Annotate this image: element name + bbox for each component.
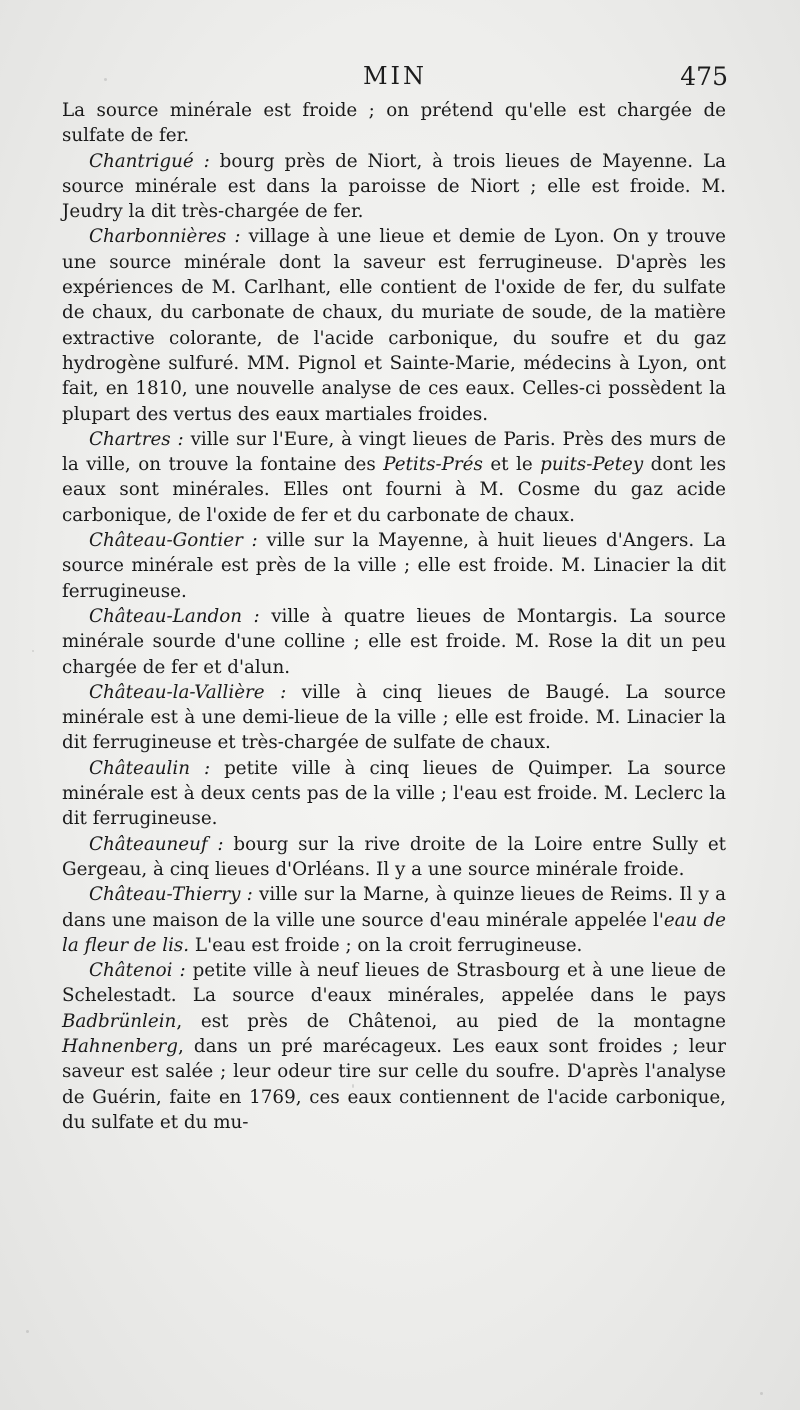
entry-paragraph: [62, 680, 726, 756]
entry-term: Châteaulin :: [89, 757, 211, 779]
paper-speck: [760, 1392, 763, 1395]
paper-speck: [352, 1084, 354, 1088]
entry-paragraph: [62, 149, 726, 225]
entry-paragraph: [62, 832, 726, 883]
entry-text: dont les eaux sont minérales. Elles ont fourni à M. Cosme du gaz acide carbonique, de l'oxide de fer et du carbonate de chaux.: [62, 454, 726, 526]
entry-paragraph: [62, 958, 726, 1135]
italic-text: eau de la fleur de lis.: [62, 909, 726, 956]
entry-text: petite ville à cinq lieues de Quimper. La source minérale est à deux cents pas de la ville ; l'eau est froide. M. Leclerc la dit ferrugineuse.: [62, 757, 726, 830]
paragraph-continued: [62, 98, 726, 149]
entry-term: Château-Thierry :: [89, 884, 253, 906]
entry-text: ville sur la Marne, à quinze lieues de Reims. Il y a dans une maison de la ville une source d'eau minérale appelée l': [62, 884, 727, 931]
entry-paragraph: [62, 604, 726, 680]
entry-text: ville sur la Mayenne, à huit lieues d'Angers. La source minérale est près de la ville ; elle est froide. M. Linacier la dit ferrugineuse.: [62, 530, 726, 602]
entry-term: Charbonnières :: [89, 226, 241, 248]
entry-text: ville sur l'Eure, à vingt lieues de Paris. Près des murs de la ville, on trouve la fontaine des: [62, 428, 726, 476]
page-number: 475: [680, 62, 728, 91]
italic-text: Hahnenberg: [62, 1035, 178, 1057]
entry-text: L'eau est froide ; on la croit ferrugineuse.: [189, 934, 583, 956]
entry-term: Châtenoi :: [89, 960, 186, 982]
entry-term: Chartres :: [89, 428, 184, 450]
entry-text: petite ville à neuf lieues de Strasbourg et à une lieue de Schelestadt. La source d'eaux minérales, appelée dans le pays: [62, 960, 726, 1007]
body-text: [62, 98, 726, 1135]
entry-term: Château-la-Vallière :: [89, 681, 287, 703]
entry-term: Château-Landon :: [89, 605, 260, 627]
entry-term: Châteauneuf :: [89, 833, 224, 855]
entry-term: Chantrigué :: [89, 150, 210, 172]
entry-paragraph: [62, 427, 726, 528]
italic-text: puits-Petey: [540, 454, 644, 476]
entry-text: ville à quatre lieues de Montargis. La source minérale sourde d'une colline ; elle est froide. M. Rose la dit un peu chargée de fer et d'alun.: [62, 605, 726, 678]
entry-paragraph: [62, 882, 726, 958]
entry-text: La source minérale est froide ; on prétend qu'elle est chargée de sulfate de fer.: [62, 100, 726, 147]
paper-speck: [104, 78, 107, 81]
entry-text: et le: [482, 454, 541, 476]
paper-speck: [32, 650, 34, 652]
entry-text: bourg sur la rive droite de la Loire entre Sully et Gergeau, à cinq lieues d'Orléans. Il y a une source minérale froide.: [62, 833, 727, 880]
entry-paragraph: [62, 756, 726, 832]
entry-text: bourg près de Niort, à trois lieues de Mayenne. La source minérale est dans la paroisse de Niort ; elle est froide. M. Jeudry la dit très-chargée de fer.: [62, 150, 726, 223]
entry-paragraph: [62, 224, 726, 426]
italic-text: Badbrünlein: [62, 1010, 177, 1032]
entry-text: ville à cinq lieues de Baugé. La source minérale est à une demi-lieue de la ville ; elle est froide. M. Linacier la dit ferrugineuse et très-chargée de sulfate de chaux.: [62, 681, 726, 754]
entry-text: , dans un pré marécageux. Les eaux sont froides ; leur saveur est salée ; leur odeur tire sur celle du soufre. D'après l'analyse de Guérin, faite en 1769, ces eaux contiennent de l'acide carbonique, du sulfate et du mu-: [62, 1035, 726, 1133]
entry-text: , est près de Châtenoi, au pied de la montagne: [176, 1010, 726, 1032]
running-title: MIN: [362, 62, 428, 90]
entry-paragraph: [62, 528, 726, 604]
running-head: [62, 62, 728, 96]
entry-text: village à une lieue et demie de Lyon. On y trouve une source minérale dont la saveur est ferrugineuse. D'après les expériences de M. Carlhant, elle contient de l'oxide de fer, du sulfate de chaux, du carbonate de chaux, du muriate de soude, de la matière extractive colorante, de l'acide carbonique, du soufre et du gaz hydrogène sulfuré. MM. Pignol et Sainte-Marie, médecins à Lyon, ont fait, en 1810, une nouvelle analyse de ces eaux. Celles-ci possèdent la plupart des vertus des eaux martiales froides.: [62, 226, 726, 425]
entry-term: Château-Gontier :: [89, 530, 258, 552]
italic-text: Petits-Prés: [383, 454, 483, 476]
paper-speck: [26, 1330, 29, 1333]
